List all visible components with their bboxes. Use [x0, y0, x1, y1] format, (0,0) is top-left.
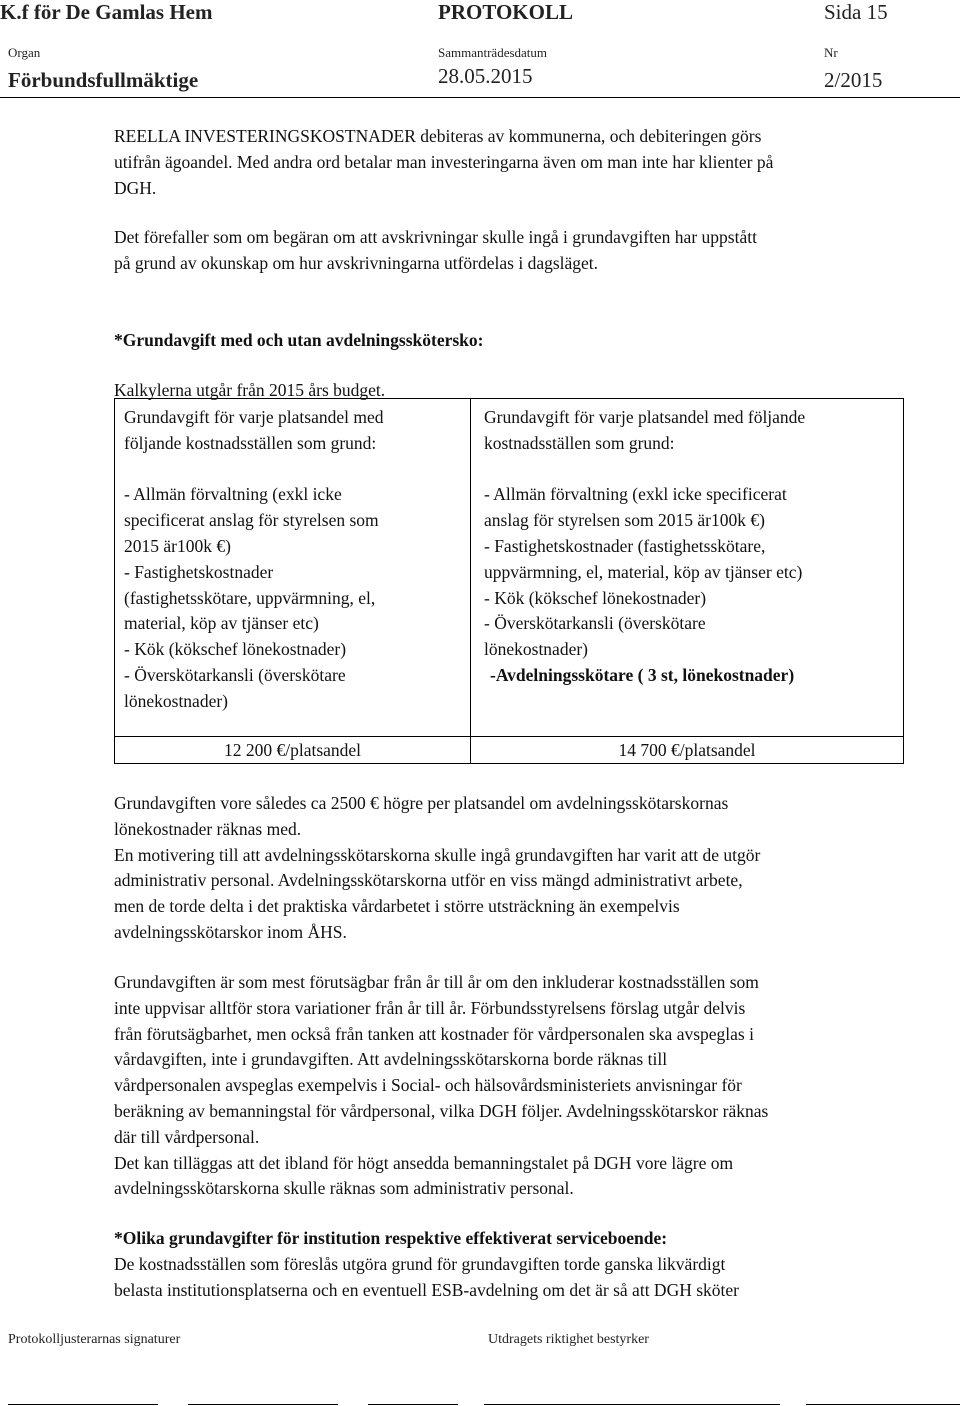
organ-label: Organ	[8, 45, 41, 60]
organization-name: K.f för De Gamlas Hem	[0, 0, 213, 24]
cell-line: uppvärmning, el, material, köp av tjänser etc)	[484, 561, 803, 582]
text-line: på grund av okunskap om hur avskrivningarna utfördelas i dagsläget.	[114, 252, 599, 273]
cell-line: - Fastighetskostnader	[124, 561, 274, 582]
cell-line: - Allmän förvaltning (exkl icke specificerat	[484, 484, 787, 505]
cell-line: följande kostnadsställen som grund:	[124, 432, 377, 453]
text-line: inte uppvisar alltför stora variationer från år till år. Förbundsstyrelsens förslag utgår delvis	[114, 997, 746, 1018]
section-institution-vs-esb	[114, 1226, 944, 1303]
signature-line	[806, 1404, 960, 1405]
nr-value: 2/2015	[824, 68, 883, 92]
text-line: Kalkylerna utgår från 2015 års budget.	[114, 380, 386, 400]
heading-text: *Grundavgift med och utan avdelningsskötersko:	[114, 330, 484, 350]
text-line: De kostnadsställen som föreslås utgöra grund för grundavgiften torde ganska likvärdigt	[114, 1253, 726, 1274]
date-label: Sammanträdesdatum	[438, 45, 548, 60]
paragraph-depreciation	[114, 225, 944, 277]
cell-line: Grundavgift för varje platsandel med	[124, 407, 384, 427]
cell-line: - Överskötarkansli (överskötare	[124, 664, 346, 685]
signature-line	[484, 1404, 780, 1405]
cell-line: (fastighetsskötare, uppvärmning, el,	[124, 587, 376, 608]
cell-line: kostnadsställen som grund:	[484, 432, 675, 453]
signature-line	[8, 1404, 158, 1405]
cell-line: - Kök (kökschef lönekostnader)	[124, 639, 347, 660]
table-cell-with-ward-nurses	[484, 405, 805, 689]
text-line: REELLA INVESTERINGSKOSTNADER debiteras av kommunerna, och debiteringen görs	[114, 126, 762, 146]
text-line: beräkning av bemanningstal för vårdpersonal, vilka DGH följer. Avdelningsskötarskor räknas	[114, 1100, 769, 1121]
cell-line: - Kök (kökschef lönekostnader)	[484, 587, 707, 608]
text-line: Grundavgiften vore således ca 2500 € högre per platsandel om avdelningsskötarskornas	[114, 793, 729, 813]
text-line: Grundavgiften är som mest förutsägbar från år till år om den inkluderar kostnadsställen som	[114, 972, 759, 992]
footer-signatures-label: Protokolljusterarnas signaturer	[8, 1332, 181, 1347]
text-line: En motivering till att avdelningsskötarskorna skulle ingå grundavgiften har varit att de utgör	[114, 844, 761, 865]
text-line: Det kan tilläggas att det ibland för högt ansedda bemanningstalet på DGH vore lägre om	[114, 1152, 734, 1173]
signature-line	[368, 1404, 458, 1405]
table-divider-horizontal	[115, 736, 903, 737]
fee-comparison-table	[114, 398, 904, 764]
organ-value: Förbundsfullmäktige	[8, 68, 199, 92]
total-without-ward-nurses: 12 200 €/platsandel	[223, 740, 362, 760]
cell-line-bold: -Avdelningsskötare ( 3 st, lönekostnader)	[490, 664, 795, 685]
paragraph-motivation	[114, 791, 944, 946]
text-line: vårdpersonalen avspeglas exempelvis i Social- och hälsovårdsministeriets anvisningar för	[114, 1075, 742, 1096]
page-number: Sida 15	[824, 0, 888, 24]
cell-line: 2015 är100k €)	[124, 535, 231, 556]
cell-line	[484, 457, 805, 483]
text-line: DGH.	[114, 177, 157, 198]
table-divider-vertical	[470, 399, 471, 763]
cell-line: anslag för styrelsen som 2015 är100k €)	[484, 510, 765, 531]
total-with-ward-nurses: 14 700 €/platsandel	[618, 740, 756, 760]
cell-line: Grundavgift för varje platsandel med följande	[484, 407, 806, 427]
signature-line	[188, 1404, 338, 1405]
cell-line: - Fastighetskostnader (fastighetsskötare,	[484, 535, 766, 556]
header-rule	[0, 97, 960, 98]
text-line: belasta institutionsplatserna och en eventuell ESB-avdelning om det är så att DGH sköter	[114, 1279, 739, 1300]
cell-line: lönekostnader)	[124, 690, 228, 711]
cell-line: material, köp av tjänser etc)	[124, 613, 319, 634]
text-line: där till vårdpersonal.	[114, 1126, 260, 1147]
footer-certification-label: Utdragets riktighet bestyrker	[488, 1332, 649, 1347]
cell-line: lönekostnader)	[484, 639, 588, 660]
text-line: utifrån ägoandel. Med andra ord betalar man investeringarna även om man inte har klienter på	[114, 151, 774, 172]
text-line: men de torde delta i det praktiska vårdarbetet i större utsträckning än exempelvis	[114, 896, 680, 917]
text-line: avdelningsskötarskorna skulle räknas som administrativ personal.	[114, 1178, 574, 1199]
nr-label: Nr	[824, 45, 838, 60]
cell-line: - Allmän förvaltning (exkl icke	[124, 484, 342, 505]
paragraph-investment	[114, 124, 944, 201]
section-heading-basic-fee	[114, 328, 944, 354]
section-heading-institution: *Olika grundavgifter för institution respektive effektiverat serviceboende:	[114, 1228, 668, 1248]
text-line: från förutsägbarhet, men också från tanken att kostnader för vårdpersonalen ska avspeglas i	[114, 1023, 754, 1044]
cell-line: specificerat anslag för styrelsen som	[124, 510, 379, 531]
text-line: administrativ personal. Avdelningsskötarskorna utför en viss mängd administrativt arbete,	[114, 870, 743, 891]
cell-line	[124, 457, 384, 483]
table-cell-without-ward-nurses	[124, 405, 384, 715]
text-line: vårdavgiften, inte i grundavgiften. Att avdelningsskötarskorna borde räknas till	[114, 1049, 668, 1070]
document-type: PROTOKOLL	[438, 0, 573, 24]
text-line: Det förefaller som om begäran om att avskrivningar skulle ingå i grundavgiften har uppstått	[114, 227, 757, 247]
cell-line: - Överskötarkansli (överskötare	[484, 613, 706, 634]
text-line: lönekostnader räknas med.	[114, 818, 302, 839]
paragraph-predictability	[114, 970, 944, 1202]
text-line: avdelningsskötarskor inom ÅHS.	[114, 921, 347, 942]
date-value: 28.05.2015	[438, 64, 533, 88]
